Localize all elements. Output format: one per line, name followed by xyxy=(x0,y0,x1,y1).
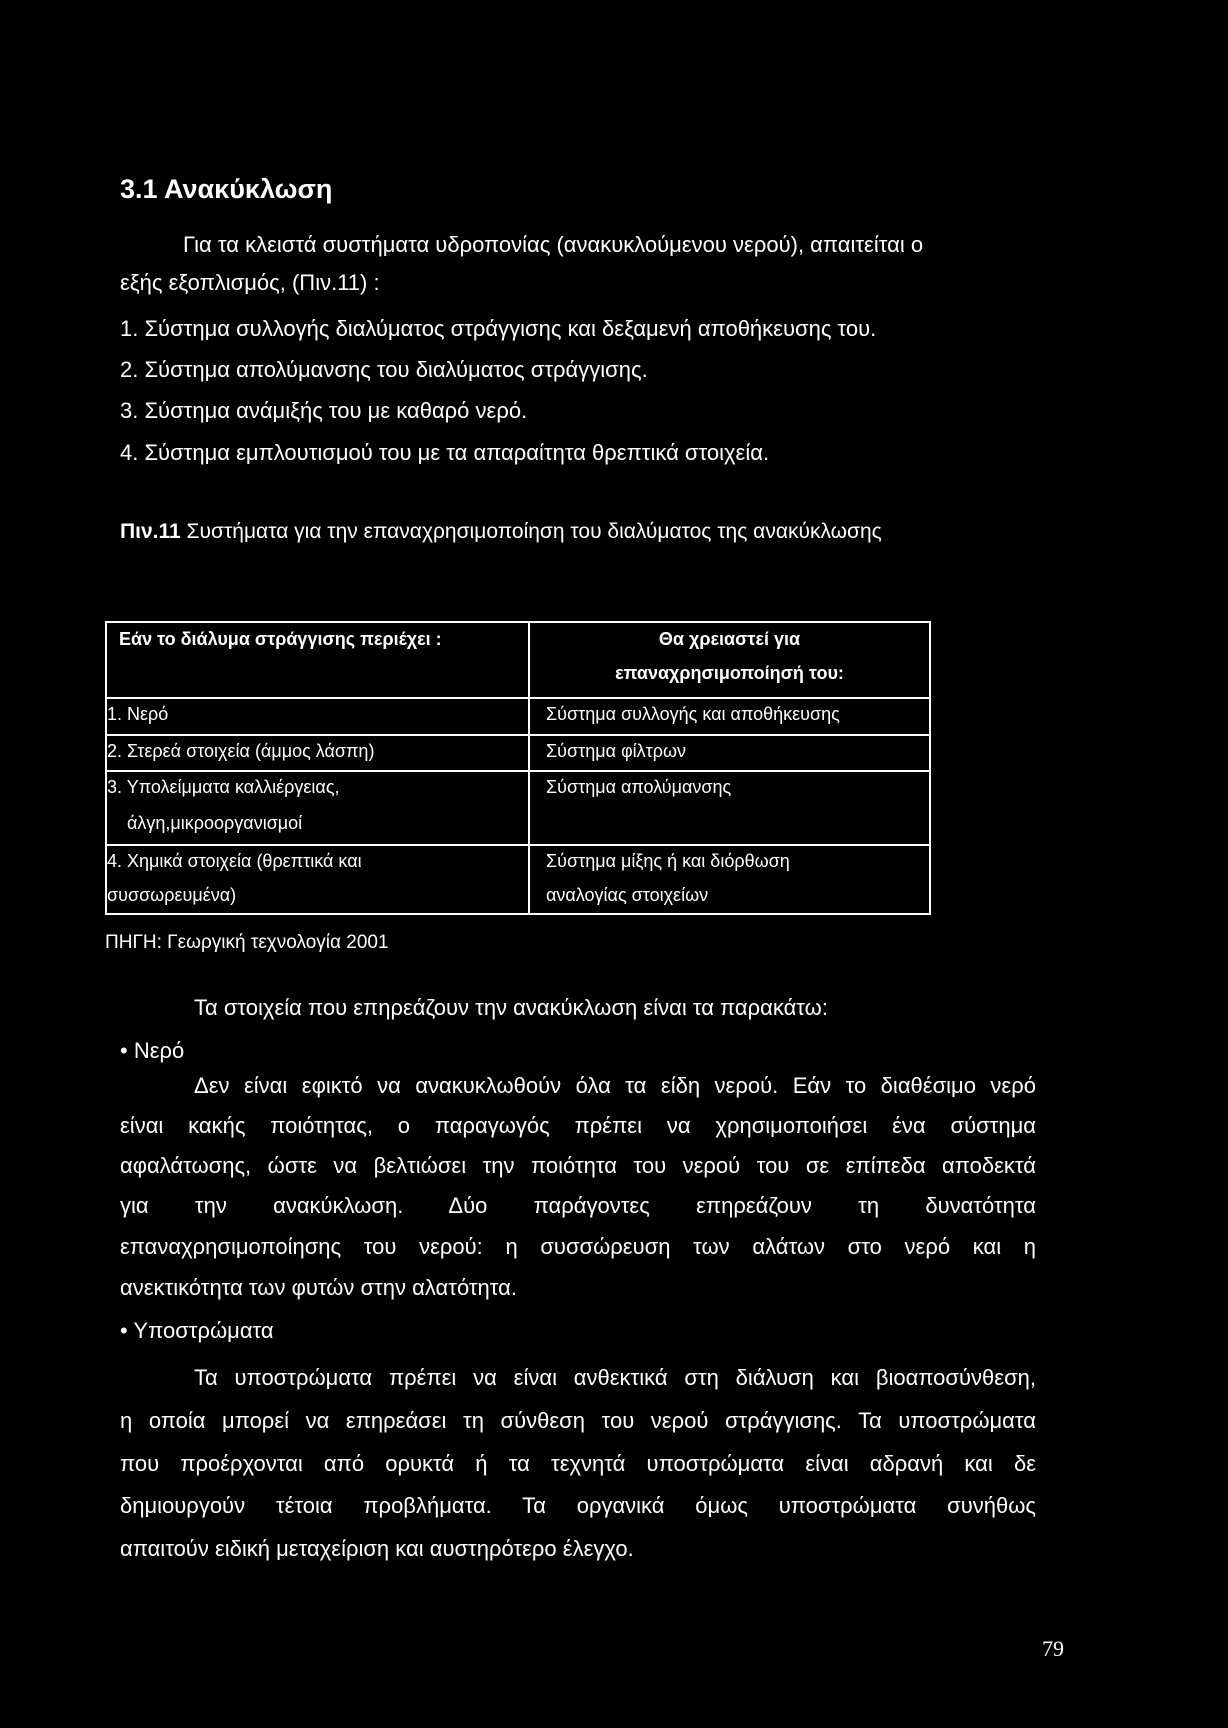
table-caption-label: Πιν.11 xyxy=(120,520,181,543)
table-cell-left: 1. Νερό xyxy=(107,704,169,724)
paragraph-line: Δεν είναι εφικτό να ανακυκλωθούν όλα τα είδη νερού. Εάν το διαθέσιμο νερό xyxy=(194,1073,1036,1098)
table-border xyxy=(105,913,931,915)
table-header-right: επαναχρησιμοποίησή του: xyxy=(615,663,844,683)
table-divider xyxy=(105,734,931,736)
equipment-item: 4. Σύστημα εμπλουτισμού του με τα απαραίτητα θρεπτικά στοιχεία. xyxy=(120,440,770,465)
table-cell-right: Σύστημα φίλτρων xyxy=(546,741,687,761)
table-cell-right: Σύστημα μίξης ή και διόρθωση xyxy=(546,851,790,871)
paragraph-line: Τα υποστρώματα πρέπει να είναι ανθεκτικά στη διάλυση και βιοαποσύνθεση, xyxy=(194,1365,1036,1390)
table-header-right: Θα χρειαστεί για xyxy=(658,629,801,649)
intro-line: εξής εξοπλισμός, (Πιν.11) : xyxy=(120,270,380,295)
table-cell-right: Σύστημα συλλογής και αποθήκευσης xyxy=(546,704,840,724)
table-cell-right: Σύστημα απολύμανσης xyxy=(546,777,732,797)
paragraph-line: επαναχρησιμοποίησης του νερού: η συσσώρευση των αλάτων στο νερό και η xyxy=(120,1234,1036,1259)
page-number: 79 xyxy=(1042,1636,1064,1661)
table-header-left: Εάν το διάλυμα στράγγισης περιέχει : xyxy=(119,629,442,649)
bullet-water: • Νερό xyxy=(120,1038,185,1063)
table-caption-text: Συστήματα για την επαναχρησιμοποίηση του διαλύματος της ανακύκλωσης xyxy=(180,520,882,543)
table-cell-right: αναλογίας στοιχείων xyxy=(546,885,709,905)
table-cell-left: 2. Στερεά στοιχεία (άμμος λάσπη) xyxy=(107,741,375,761)
paragraph-line: που προέρχονται από ορυκτά ή τα τεχνητά υποστρώματα είναι αδρανή και δε xyxy=(120,1451,1036,1476)
factors-intro: Τα στοιχεία που επηρεάζουν την ανακύκλωση είναι τα παρακάτω: xyxy=(194,995,828,1020)
table-caption xyxy=(120,520,882,544)
table-cell-left: συσσωρευμένα) xyxy=(107,885,237,905)
table-divider xyxy=(105,770,931,772)
table-cell-left: άλγη,μικροοργανισμοί xyxy=(127,813,303,833)
paragraph-line: δημιουργούν τέτοια προβλήματα. Τα οργανικά όμως υποστρώματα συνήθως xyxy=(120,1493,1036,1518)
table-border xyxy=(105,621,931,623)
table-source: ΠΗΓΗ: Γεωργική τεχνολογία 2001 xyxy=(105,932,389,953)
table-divider xyxy=(105,697,931,699)
paragraph-line: ανεκτικότητα των φυτών στην αλατότητα. xyxy=(120,1275,517,1300)
bullet-substrates: • Υποστρώματα xyxy=(120,1318,274,1343)
paragraph-line: η οποία μπορεί να επηρεάσει τη σύνθεση του νερού στράγγισης. Τα υποστρώματα xyxy=(120,1408,1036,1433)
equipment-item: 1. Σύστημα συλλογής διαλύματος στράγγισης και δεξαμενή αποθήκευσης του. xyxy=(120,316,877,341)
paragraph-line: απαιτούν ειδική μεταχείριση και αυστηρότερο έλεγχο. xyxy=(120,1536,634,1561)
section-heading: 3.1 Ανακύκλωση xyxy=(120,174,333,204)
paragraph-line: είναι κακής ποιότητας, ο παραγωγός πρέπει να χρησιμοποιήσει ένα σύστημα xyxy=(120,1113,1036,1138)
equipment-item: 3. Σύστημα ανάμιξής του με καθαρό νερό. xyxy=(120,398,528,423)
table-divider xyxy=(105,844,931,846)
paragraph-line: αφαλάτωσης, ώστε να βελτιώσει την ποιότητα του νερού του σε επίπεδα αποδεκτά xyxy=(120,1153,1036,1178)
table-cell-left: 3. Υπολείμματα καλλιέργειας, xyxy=(107,777,340,797)
table-cell-left: 4. Χημικά στοιχεία (θρεπτικά και xyxy=(107,851,362,871)
paragraph-line: για την ανακύκλωση. Δύο παράγοντες επηρεάζουν τη δυνατότητα xyxy=(120,1193,1036,1218)
table-border xyxy=(929,621,931,915)
equipment-item: 2. Σύστημα απολύμανσης του διαλύματος στράγγισης. xyxy=(120,357,648,382)
intro-line: Για τα κλειστά συστήματα υδροπονίας (ανακυκλούμενου νερού), απαιτείται ο xyxy=(183,232,924,257)
recycling-table xyxy=(105,621,931,915)
